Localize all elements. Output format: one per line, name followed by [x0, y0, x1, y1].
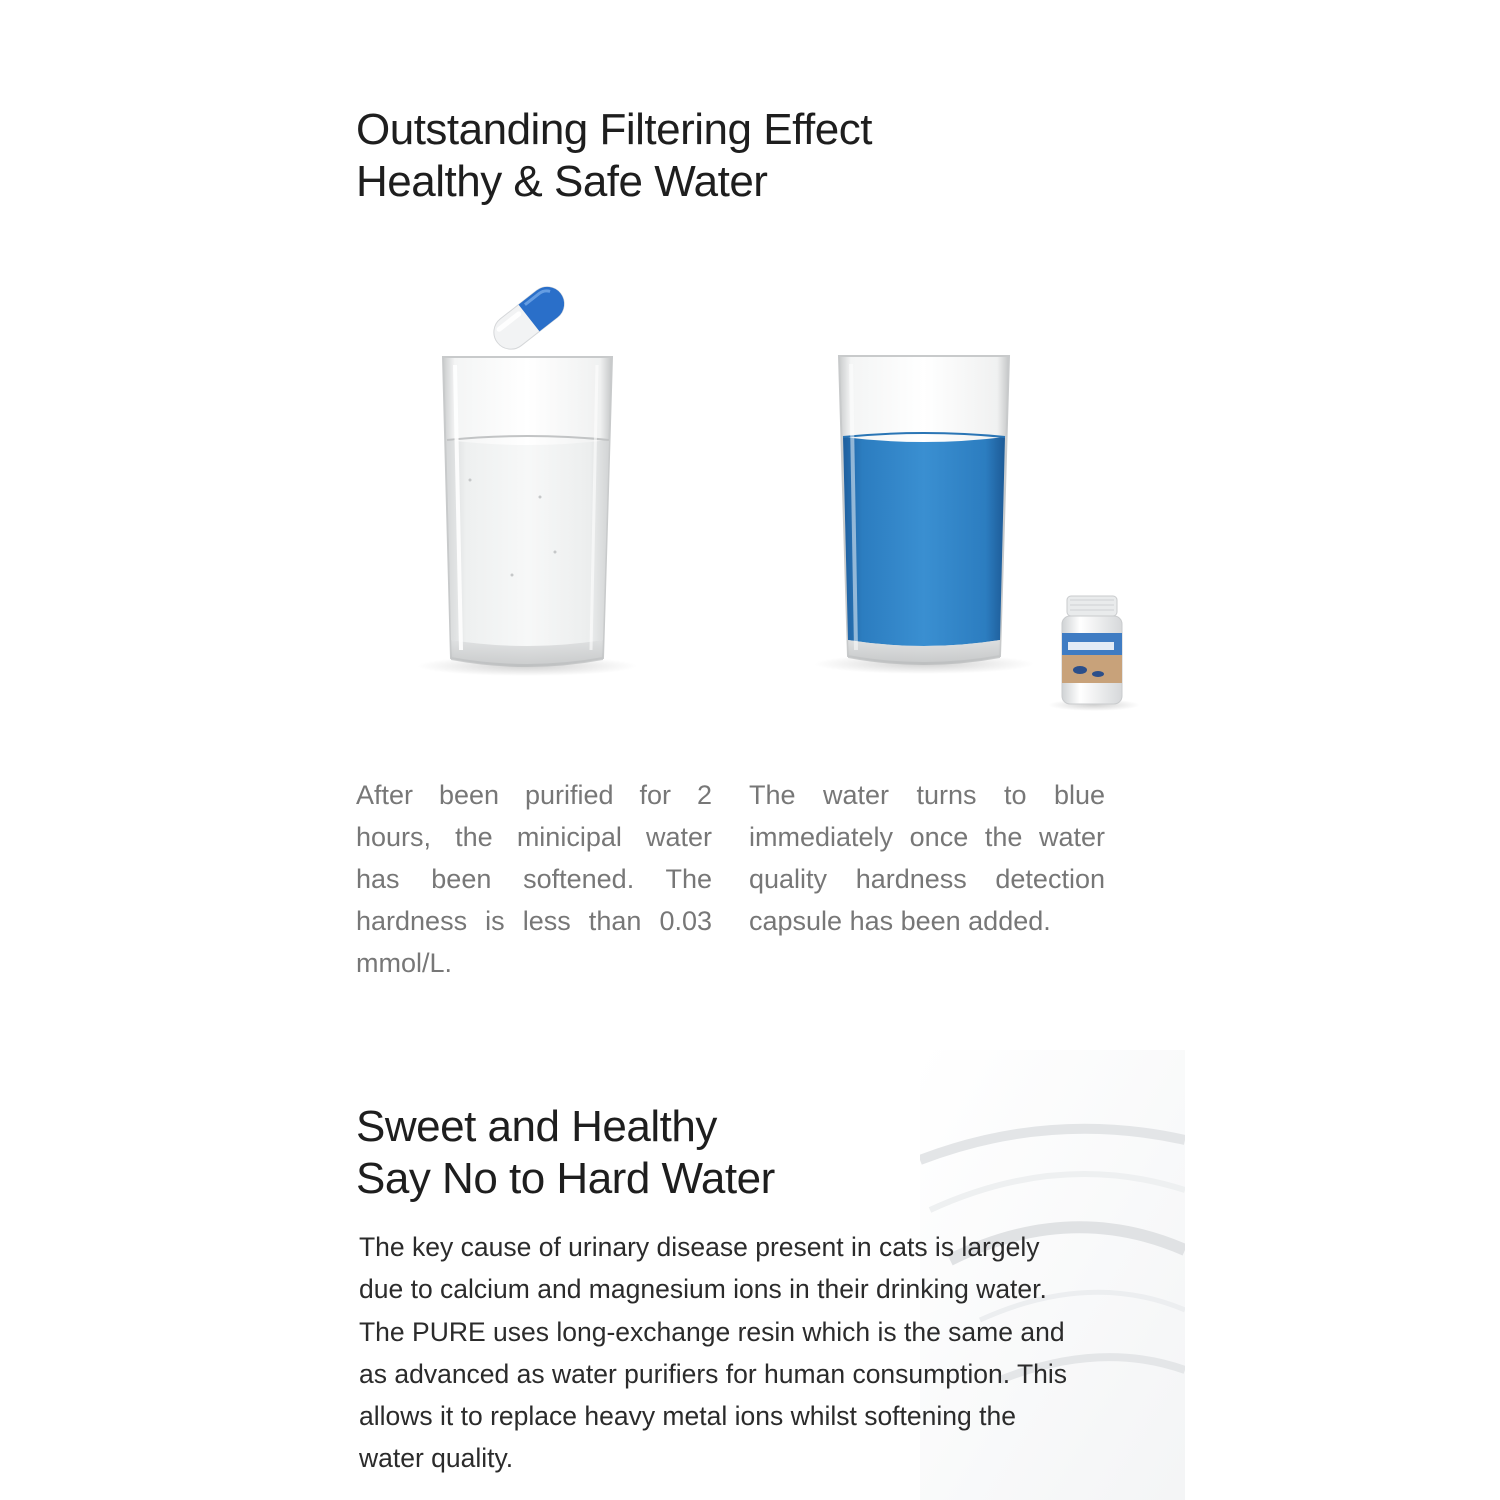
- section2-title-line2: Say No to Hard Water: [356, 1154, 775, 1203]
- section1-title-line1: Outstanding Filtering Effect: [356, 105, 872, 154]
- blue-water-glass: [814, 356, 1034, 674]
- section1-title-line2: Healthy & Safe Water: [356, 157, 768, 206]
- section2-title-line1: Sweet and Healthy: [356, 1102, 717, 1151]
- section2-body: The key cause of urinary disease present in cats is largely due to calcium and magnesium ions in their drinking water. The PURE uses long-exchange resin which is the same and as advanced as water purifiers for human consumption. This allows it to replace heavy metal ions whilst softening the water quality.: [359, 1232, 1068, 1474]
- caption-clear-water: After been purified for 2 hours, the minicipal water has been softened. The hardness is less than 0.03 mmol/L.: [356, 780, 712, 978]
- section2-title: [356, 1101, 775, 1205]
- capsule-pill: [487, 280, 571, 356]
- clear-water-glass: [417, 357, 637, 676]
- capsule-bottle: [1048, 596, 1140, 711]
- caption-blue-water: The water turns to blue immediately once the water quality hardness detection capsule has been added.: [749, 780, 1105, 936]
